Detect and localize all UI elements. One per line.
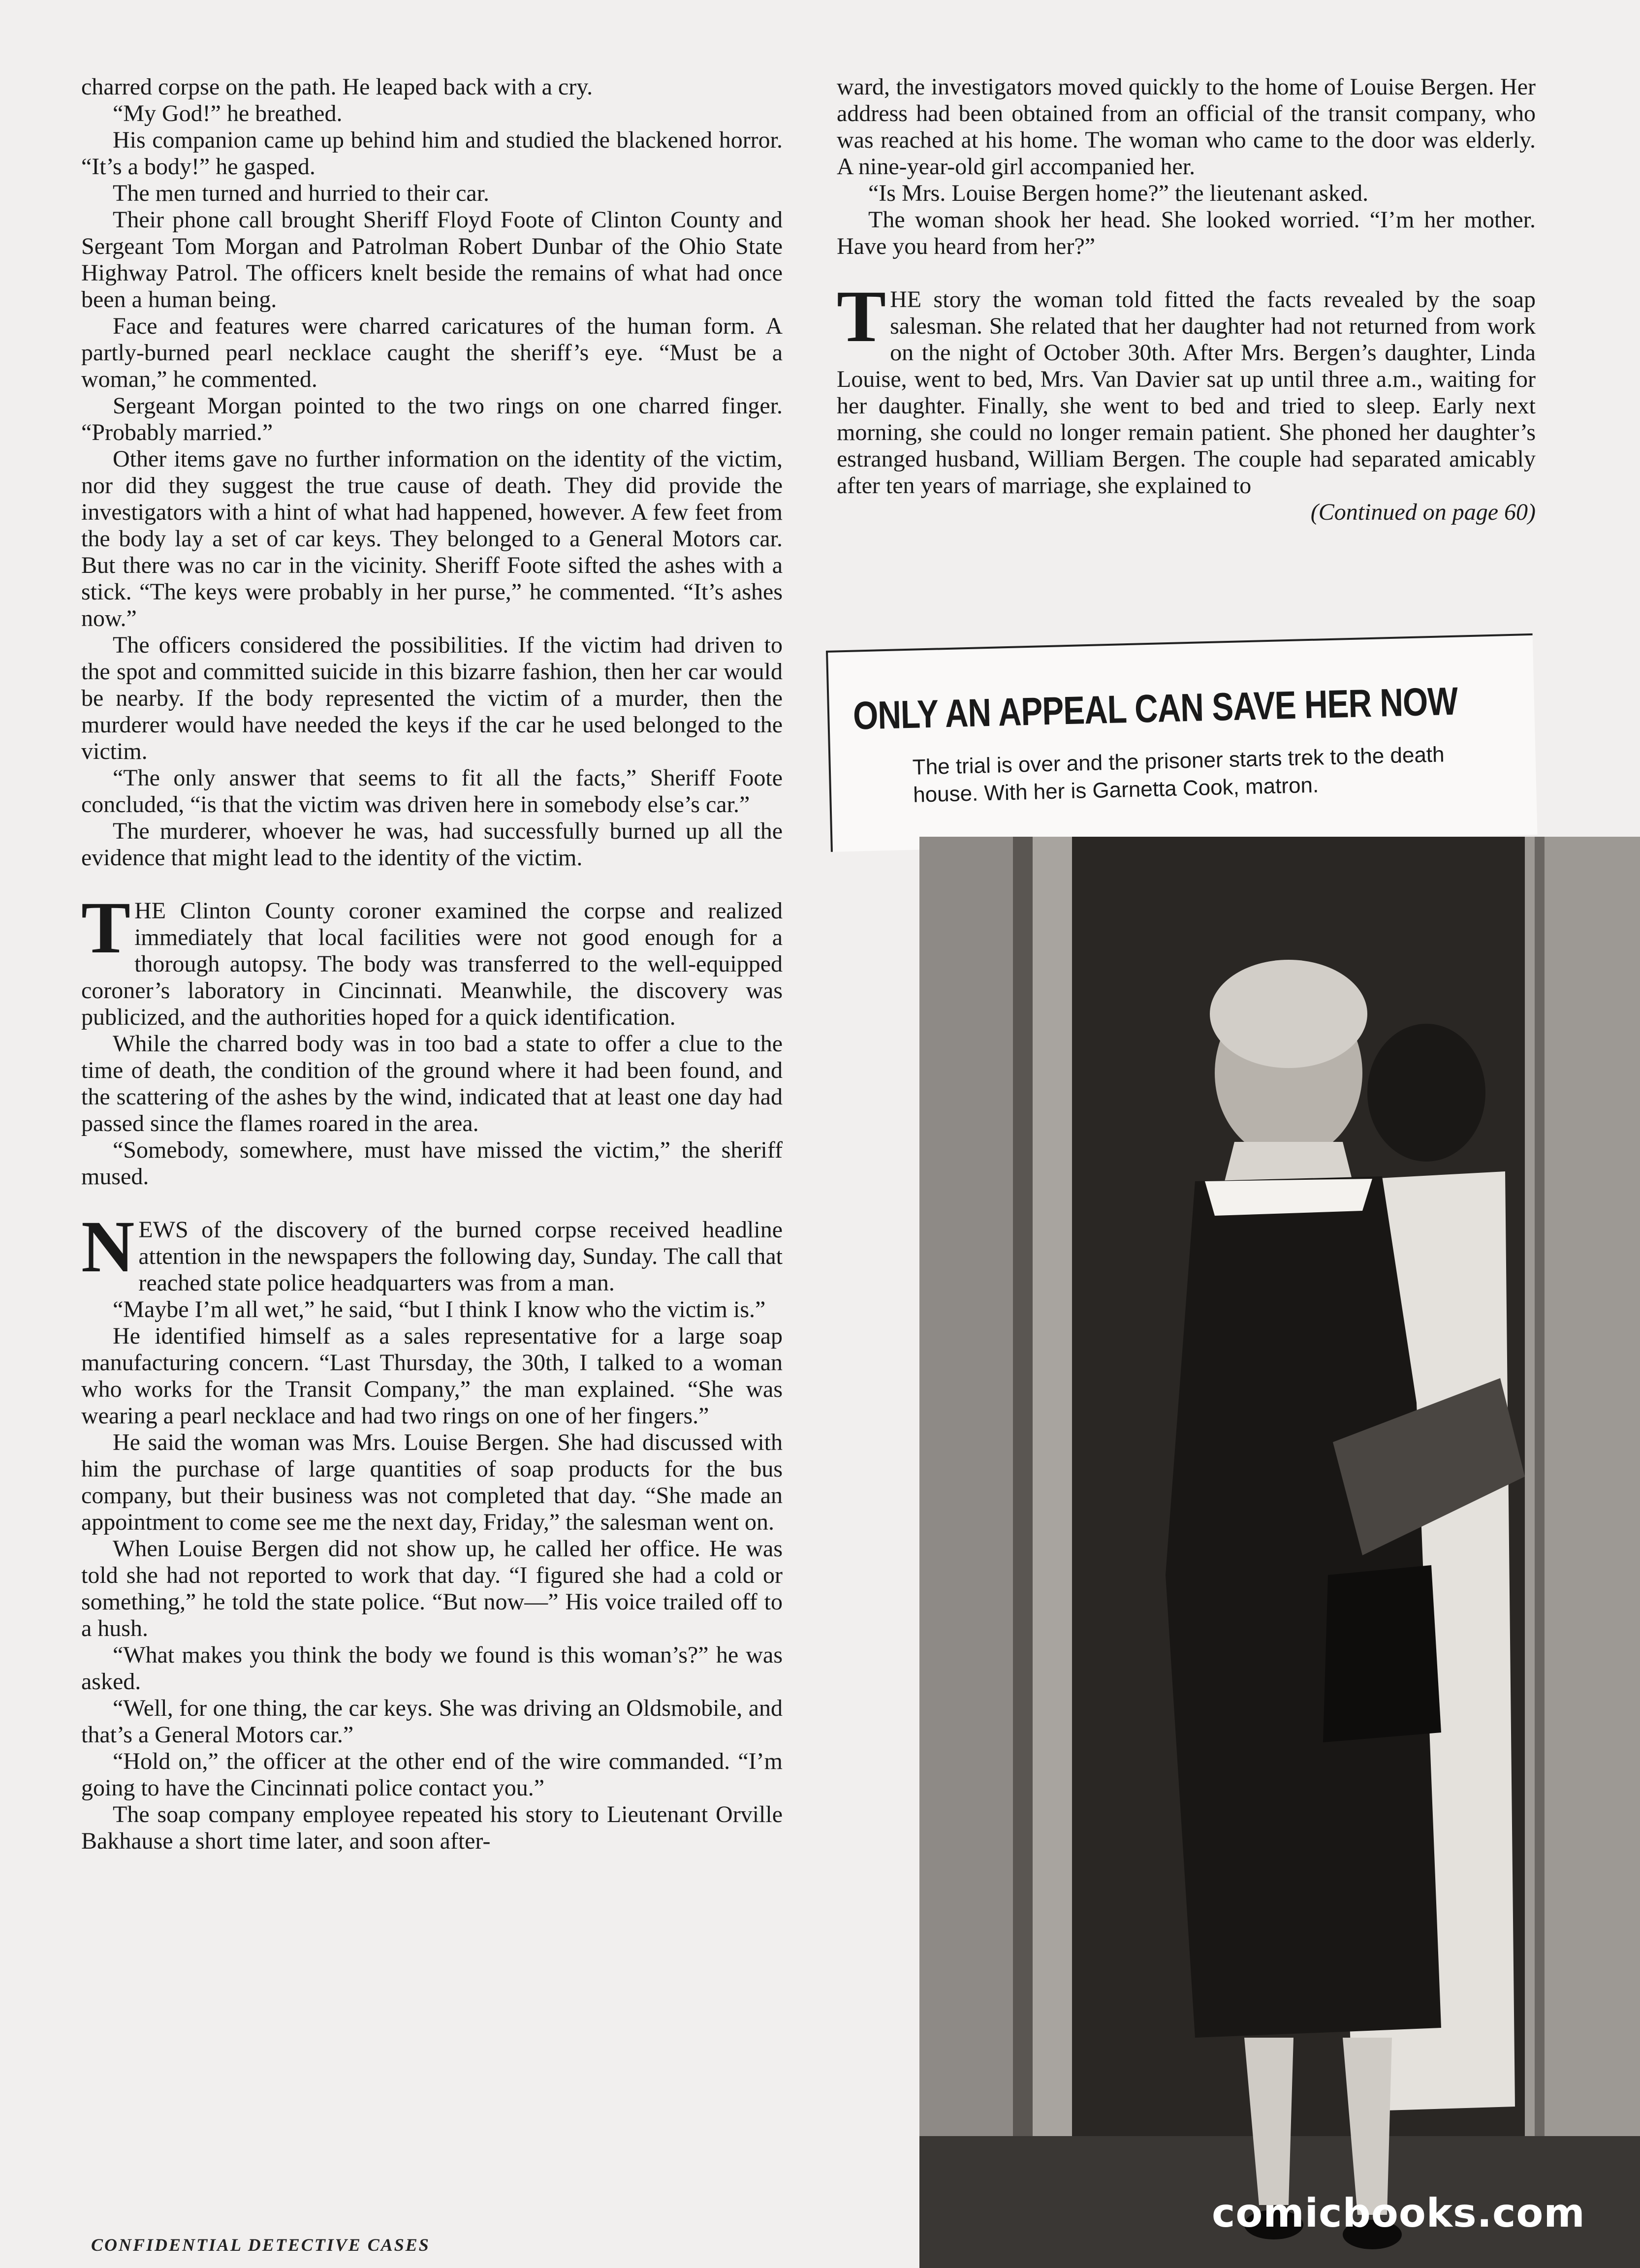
caption-title: ONLY AN APPEAL CAN SAVE HER NOW xyxy=(852,679,1458,738)
paragraph: NEWS of the discovery of the burned corpse received headline attention in the newspapers the following day, Sunday. The call that reached state police headquarters was from a man. xyxy=(81,1206,783,1296)
article-right-column xyxy=(837,74,1536,526)
paragraph: THE story the woman told fitted the facts revealed by the soap salesman. She related that her daughter had not returned from work on the night of October 30th. After Mrs. Bergen’s daughter, Linda Louise, went to bed, Mrs. Van Davier sat up until three a.m., waiting for her daughter. Finally, she went to bed and tried to sleep. Early next morning, she could no longer remain patient. She phoned her daughter’s estranged husband, William Bergen. The couple had separated amicably after ten years of marriage, she explained to xyxy=(837,276,1536,499)
paragraph: charred corpse on the path. He leaped back with a cry. xyxy=(81,74,593,100)
paragraph: The soap company employee repeated his story to Lieutenant Orville Bakhause a short time later, and soon after- xyxy=(81,1801,783,1854)
paragraph: He said the woman was Mrs. Louise Bergen. She had discussed with him the purchase of large quantities of soap products for the bus company, but their business was not completed that day. “She made an appointment to come see me the next day, Friday,” the salesman went on. xyxy=(81,1429,783,1535)
paragraph: “The only answer that seems to fit all the facts,” Sheriff Foote concluded, “is that the victim was driven here in somebody else’s car.” xyxy=(81,765,783,818)
caption-text: The trial is over and the prisoner starts trek to the death house. With her is Garnetta Cook, matron. xyxy=(912,742,1445,807)
paragraph: He identified himself as a sales representative for a large soap manufacturing concern. “Last Thursday, the 30th, I talked to a woman who works for the Transit Company,” the man explained. “She was wearing a pearl necklace and had two rings on one of her fingers.” xyxy=(81,1323,783,1429)
paragraph: “What makes you think the body we found is this woman’s?” he was asked. xyxy=(81,1642,783,1695)
paragraph: “Maybe I’m all wet,” he said, “but I think I know who the victim is.” xyxy=(113,1296,766,1323)
paragraph: When Louise Bergen did not show up, he called her office. He was told she had not reported to work that day. “I figured she had a cold or something,” he told the state police. “But now—” His voice trailed off to a hush. xyxy=(81,1536,783,1641)
paragraph: “My God!” he breathed. xyxy=(113,100,343,126)
paragraph: His companion came up behind him and studied the blackened horror. “It’s a body!” he gasped. xyxy=(81,127,783,180)
paragraph: THE Clinton County coroner examined the corpse and realized immediately that local facilities were not good enough for a thorough autopsy. The body was transferred to the well-equipped coroner’s laboratory in Cincinnati. Meanwhile, the discovery was publicized, and the authorities hoped for a quick identification. xyxy=(81,887,783,1030)
paragraph: The murderer, whoever he was, had successfully burned up all the evidence that might lead to the identity of the victim. xyxy=(81,818,783,871)
paragraph: ward, the investigators moved quickly to the home of Louise Bergen. Her address had been obtained from an official of the transit company, who was reached at his home. The woman who came to the door was elderly. A nine-year-old girl accompanied her. xyxy=(837,74,1536,180)
watermark-logo: comicbooks.com xyxy=(1212,2190,1585,2236)
right-column-paragraphs xyxy=(837,74,1536,499)
paragraph: While the charred body was in too bad a state to offer a clue to the time of death, the condition of the ground where it had been found, and the scattering of the ashes by the wind, indicated that at least one day had passed since the flames roared in the area. xyxy=(81,1031,783,1136)
paragraph: “Well, for one thing, the car keys. She was driving an Oldsmobile, and that’s a General Motors car.” xyxy=(81,1695,783,1748)
paragraph: “Is Mrs. Louise Bergen home?” the lieutenant asked. xyxy=(868,180,1369,206)
photo-illustration xyxy=(919,837,1640,2268)
paragraph: Sergeant Morgan pointed to the two rings on one charred finger. “Probably married.” xyxy=(81,393,783,445)
paragraph: Their phone call brought Sheriff Floyd Foote of Clinton County and Sergeant Tom Morgan and Patrolman Robert Dunbar of the Ohio State Highway Patrol. The officers knelt beside the remains of what had once been a human being. xyxy=(81,207,783,313)
paragraph: “Hold on,” the officer at the other end of the wire commanded. “I’m going to have the Cincinnati police contact you.” xyxy=(81,1748,783,1801)
article-left-column xyxy=(81,74,783,1855)
paragraph: “Somebody, somewhere, must have missed the victim,” the sheriff mused. xyxy=(81,1137,783,1190)
continued-note: (Continued on page 60) xyxy=(1310,499,1536,525)
prisoner-photo xyxy=(919,837,1640,2268)
paragraph: Other items gave no further information on the identity of the victim, nor did they suggest the true cause of death. They did provide the investigators with a hint of what had happened, however. A few feet from the body lay a set of car keys. They belonged to a General Motors car. But there was no car in the vicinity. Sheriff Foote sifted the ashes with a stick. “The keys were probably in her purse,” he commented. “It’s ashes now.” xyxy=(81,446,783,631)
photo-caption-box xyxy=(826,633,1538,852)
paragraph: The men turned and hurried to their car. xyxy=(113,180,490,206)
paragraph: The woman shook her head. She looked worried. “I’m her mother. Have you heard from her?” xyxy=(837,207,1536,259)
paragraph: The officers considered the possibilities. If the victim had driven to the spot and committed suicide in this bizarre fashion, then her car would be nearby. If the body represented the victim of a murder, then the murderer would have needed the keys if the car he used belonged to the victim. xyxy=(81,632,783,764)
paragraph: Face and features were charred caricatures of the human form. A partly-burned pearl necklace caught the sheriff’s eye. “Must be a woman,” he commented. xyxy=(81,313,783,392)
magazine-footer: CONFIDENTIAL DETECTIVE CASES xyxy=(91,2235,430,2255)
